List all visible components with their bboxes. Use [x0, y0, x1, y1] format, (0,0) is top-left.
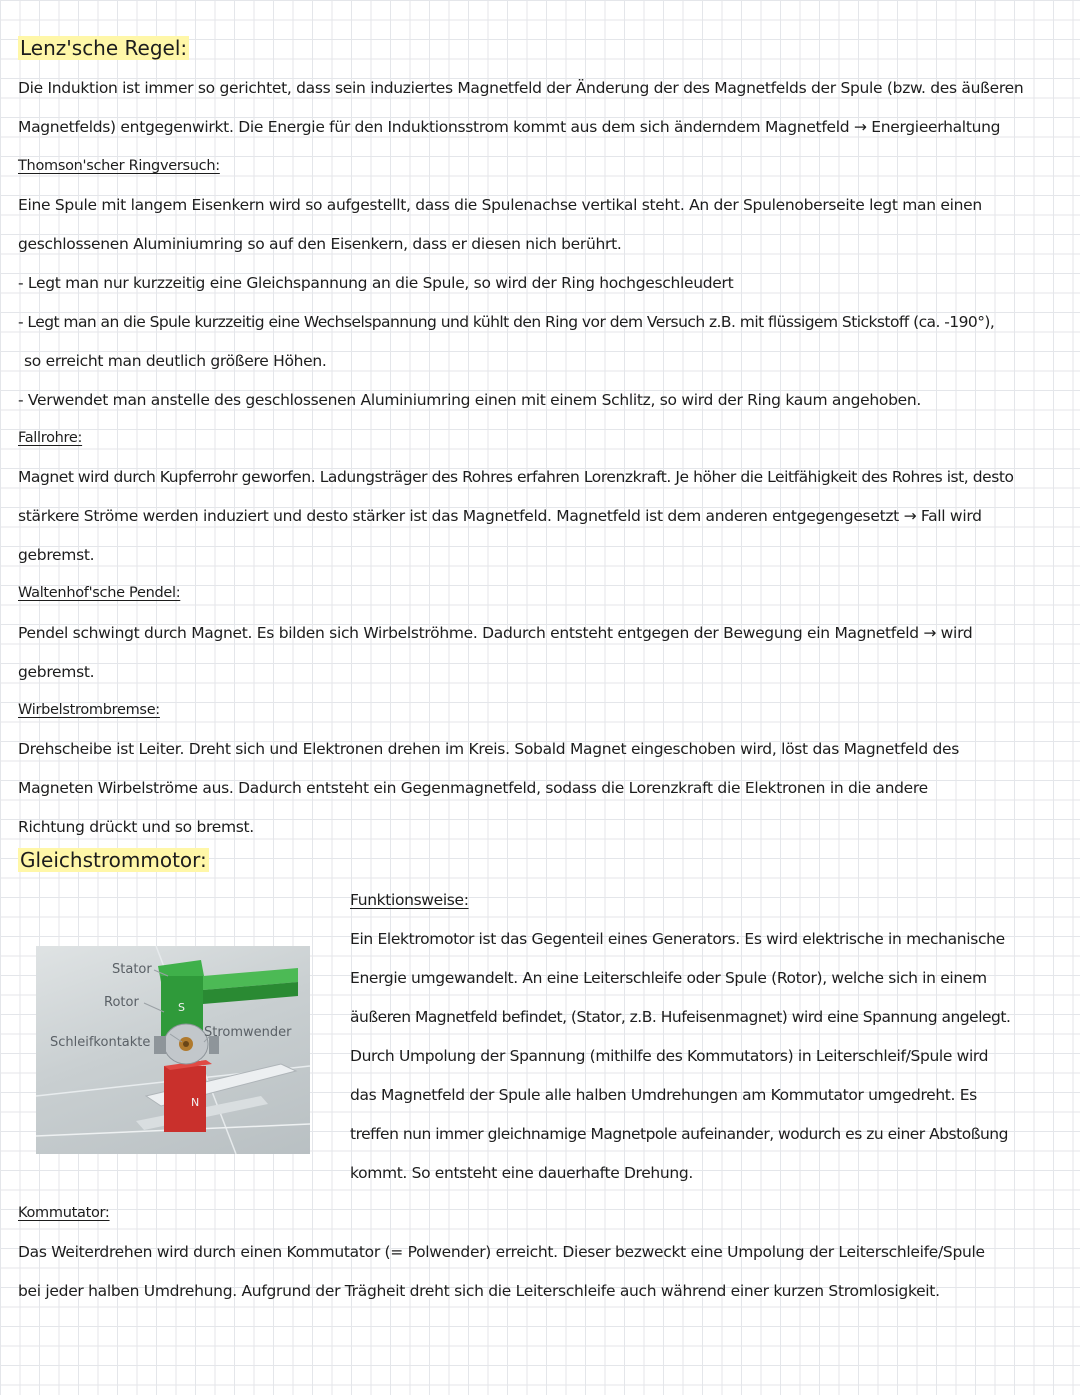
fallrohre-text-1: Magnet wird durch Kupferrohr geworfen. Ladungsträger des Rohres erfahren Lorenzkraft. Je höher die Leitfähigkeit des Rohres ist, desto — [18, 468, 1014, 486]
label-schleifkontakte: Schleifkontakte — [50, 1035, 151, 1050]
heading-funktionsweise: Funktionsweise: — [350, 891, 469, 909]
waltenhof-text-2: gebremst. — [18, 663, 95, 681]
wirbel-text-2: Magneten Wirbelströme aus. Dadurch entsteht ein Gegenmagnetfeld, sodass die Lorenzkraft die Elektronen in die andere — [18, 779, 928, 797]
funktion-text-6: treffen nun immer gleichnamige Magnetpole aufeinander, wodurch es zu einer Abstoßung — [350, 1125, 1008, 1143]
label-stator: Stator — [112, 962, 152, 977]
heading-lenz: Lenz'sche Regel: — [20, 36, 188, 60]
heading-fallrohre: Fallrohre: — [18, 430, 83, 446]
heading-gleichstrommotor: Gleichstrommotor: — [20, 848, 207, 872]
wirbel-text-1: Drehscheibe ist Leiter. Dreht sich und Elektronen drehen im Kreis. Sobald Magnet eingeschoben wird, löst das Magnetfeld des — [18, 740, 960, 758]
thomson-text-5: so erreicht man deutlich größere Höhen. — [24, 352, 327, 370]
funktion-text-3: äußeren Magnetfeld befindet, (Stator, z.B. Hufeisenmagnet) wird eine Spannung angelegt. — [350, 1008, 1011, 1026]
magnet-north — [164, 1066, 206, 1132]
funktion-text-2: Energie umgewandelt. An eine Leiterschleife oder Spule (Rotor), welche sich in einem — [350, 969, 987, 987]
funktion-text-1: Ein Elektromotor ist das Gegenteil eines Generators. Es wird elektrische in mechanische — [350, 930, 1005, 948]
kommutator-text-2: bei jeder halben Umdrehung. Aufgrund der Trägheit dreht sich die Leiterschleife auch während einer kurzen Stromlosigkeit. — [18, 1282, 940, 1300]
motor-illustration — [36, 946, 310, 1154]
wirbel-text-3: Richtung drückt und so bremst. — [18, 818, 254, 836]
lenz-text-1: Die Induktion ist immer so gerichtet, dass sein induziertes Magnetfeld der Änderung der des Magnetfelds der Spule (bzw. des äußeren — [18, 79, 1024, 97]
lenz-text-2: Magnetfelds) entgegenwirkt. Die Energie für den Induktionsstrom kommt aus dem sich änderndem Magnetfeld → Energieerhaltung — [18, 118, 1001, 136]
motor-figure — [36, 946, 310, 1154]
heading-waltenhof: Waltenhof'sche Pendel: — [18, 585, 181, 601]
waltenhof-text-1: Pendel schwingt durch Magnet. Es bilden sich Wirbelströhme. Dadurch entsteht entgegen der Bewegung ein Magnetfeld → wird — [18, 624, 973, 642]
fallrohre-text-2: stärkere Ströme werden induziert und desto stärker ist das Magnetfeld. Magnetfeld ist dem anderen entgegengesetzt → Fall wird — [18, 507, 982, 525]
label-rotor: Rotor — [104, 995, 139, 1010]
heading-wirbelstrombremse: Wirbelstrombremse: — [18, 702, 160, 718]
pole-n-label: N — [191, 1096, 200, 1109]
kommutator-text-1: Das Weiterdrehen wird durch einen Kommutator (= Polwender) erreicht. Dieser bezweckt eine Umpolung der Leiterschleife/Spule — [18, 1243, 985, 1261]
heading-kommutator: Kommutator: — [18, 1205, 110, 1221]
thomson-text-2: geschlossenen Aluminiumring so auf den Eisenkern, dass er diesen nich berührt. — [18, 235, 622, 253]
funktion-text-7: kommt. So entsteht eine dauerhafte Drehung. — [350, 1164, 693, 1182]
heading-thomson: Thomson'scher Ringversuch: — [18, 158, 220, 174]
label-stromwender: Stromwender — [204, 1025, 292, 1040]
thomson-text-3: - Legt man nur kurzzeitig eine Gleichspannung an die Spule, so wird der Ring hochgeschleudert — [18, 274, 734, 292]
pole-s-label: S — [178, 1001, 185, 1014]
thomson-text-4: - Legt man an die Spule kurzzeitig eine Wechselspannung und kühlt den Ring vor dem Versuch z.B. mit flüssigem Stickstoff (ca. -190°), — [18, 313, 995, 331]
funktion-text-4: Durch Umpolung der Spannung (mithilfe des Kommutators) in Leiterschleif/Spule wird — [350, 1047, 989, 1065]
thomson-text-6: - Verwendet man anstelle des geschlossenen Aluminiumring einen mit einem Schlitz, so wird der Ring kaum angehoben. — [18, 391, 922, 409]
thomson-text-1: Eine Spule mit langem Eisenkern wird so aufgestellt, dass die Spulenachse vertikal steht. An der Spulenoberseite legt man einen — [18, 196, 982, 214]
fallrohre-text-3: gebremst. — [18, 546, 95, 564]
funktion-text-5: das Magnetfeld der Spule alle halben Umdrehungen am Kommutator umgedreht. Es — [350, 1086, 977, 1104]
